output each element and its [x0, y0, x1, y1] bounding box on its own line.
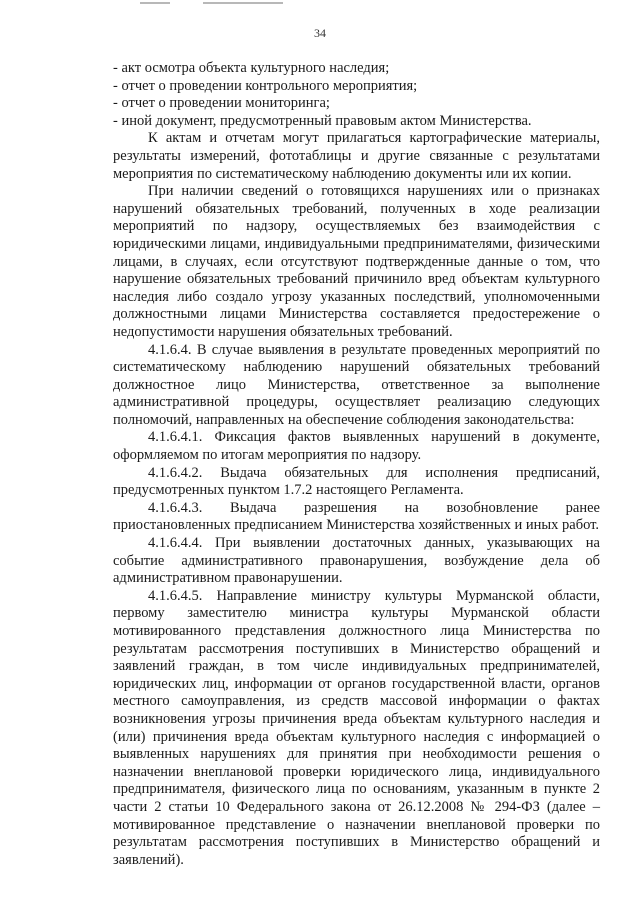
- list-item: - иной документ, предусмотренный правовым актом Министерства.: [113, 112, 532, 129]
- paragraph-warning: При наличии сведений о готовящихся нарушениях или о признаках нарушений обязательных требований, полученных в ходе реализации мероприятий по надзору, осуществляемых без взаимодействия с юридическими лицами, индивидуальными предпринимателями, физическими лицами, в случаях, если отсутствуют подтвержденные данные о том, что нарушение обязательных требований причинило вред объектам культурного наследия либо создало угрозу указанных последствий, уполномоченными должностными лицами Министерства составляется предостережение о недопустимости нарушения обязательных требований.: [113, 183, 600, 340]
- clause-4-1-6-4-1: 4.1.6.4.1. Фиксация фактов выявленных нарушений в документе, оформляемом по итогам мероприятия по надзору.: [113, 429, 600, 464]
- clause-4-1-6-4-5: 4.1.6.4.5. Направление министру культуры Мурманской области, первому заместителю министра культуры Мурманской области мотивированного представления должностного лица Министерства по результатам рассмотрения поступивших в Министерство обращений и заявлений граждан, в том числе индивидуальных предпринимателей, юридических лиц, информации от органов государственной власти, органов местного самоуправления, из средств массовой информации о фактах возникновения угрозы причинения вреда объектам культурного наследия и (или) причинения вреда объектам культурного наследия с информацией о выявленных нарушениях для принятия при необходимости решения о назначении внеплановой проверки юридического лица, индивидуального предпринимателя, физического лица по основаниям, указанным в пункте 2 части 2 статьи 10 Федерального закона от 26.12.2008 № 294-ФЗ (далее – мотивированное представление о назначении внеплановой проверки по результатам рассмотрения поступивших в Министерство обращений и заявлений).: [113, 587, 600, 868]
- scan-edge-mark: [203, 2, 283, 4]
- list-item: - отчет о проведении контрольного мероприятия;: [113, 77, 418, 94]
- clause-4-1-6-4-3: 4.1.6.4.3. Выдача разрешения на возобновление ранее приостановленных предписанием Министерства хозяйственных и иных работ.: [113, 499, 600, 534]
- list-item: - акт осмотра объекта культурного наследия;: [113, 60, 390, 76]
- clause-4-1-6-4-2: 4.1.6.4.2. Выдача обязательных для исполнения предписаний, предусмотренных пунктом 1.7.2 настоящего Регламента.: [113, 464, 600, 499]
- list-item: - отчет о проведении мониторинга;: [113, 95, 330, 112]
- clause-4-1-6-4: 4.1.6.4. В случае выявления в результате проведенных мероприятий по систематическому наблюдению нарушений обязательных требований должностное лицо Министерства, ответственное за выполнение административной процедуры, осуществляет реализацию следующих полномочий, направленных на обеспечение соблюдения законодательства:: [113, 341, 600, 428]
- clause-4-1-6-4-4: 4.1.6.4.4. При выявлении достаточных данных, указывающих на событие административного правонарушения, возбуждение дела об административном правонарушении.: [113, 535, 600, 587]
- document-body: [113, 60, 600, 869]
- paragraph-attachments: К актам и отчетам могут прилагаться картографические материалы, результаты измерений, фототаблицы и другие связанные с результатами мероприятия по систематическому наблюдению документы или их копии.: [113, 130, 600, 182]
- scan-edge-mark: [140, 2, 170, 4]
- page-number: 34: [314, 26, 326, 40]
